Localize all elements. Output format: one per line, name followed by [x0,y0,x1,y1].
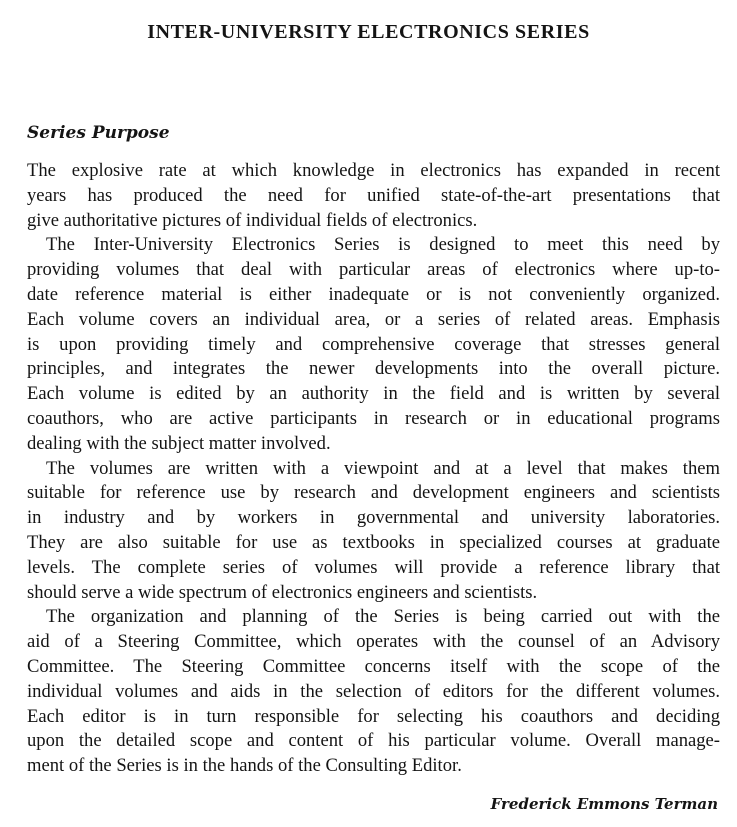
text-line: give authoritative pictures of individual fields of electronics. [27,209,478,231]
text-line: years has produced the need for unified state-of-the-art presentations that [27,184,720,206]
text-line: suitable for reference use by research and development engineers and scientists [27,482,720,504]
text-line: providing volumes that deal with particular areas of electronics where up-to- [27,259,720,281]
text-line: date reference material is either inadequate or is not conveniently organized. [27,283,720,305]
series-title: INTER-UNIVERSITY ELECTRONICS SERIES [147,21,590,43]
section-heading: Series Purpose [27,123,170,143]
text-line: dealing with the subject matter involved. [27,432,331,454]
text-line: principles, and integrates the newer developments into the overall picture. [27,358,720,380]
text-line: The organization and planning of the Series is being carried out with the [46,606,720,628]
text-line: The volumes are written with a viewpoint and at a level that makes them [46,457,720,479]
paragraph [27,159,720,233]
paragraph [27,605,720,779]
text-line: is upon providing timely and comprehensive coverage that stresses general [27,333,720,355]
text-line: should serve a wide spectrum of electronics engineers and scientists. [27,581,538,603]
text-line: The explosive rate at which knowledge in electronics has expanded in recent [27,160,720,181]
text-line: Each volume is edited by an authority in the field and is written by several [27,383,720,405]
text-line: Committee. The Steering Committee concerns itself with the scope of the [27,655,720,677]
text-line: ment of the Series is in the hands of the Consulting Editor. [27,755,462,777]
paragraph [27,233,720,456]
text-line: coauthors, who are active participants in research or in educational programs [27,407,720,429]
text-line: Each editor is in turn responsible for selecting his coauthors and deciding [27,705,720,727]
author-signature: Frederick Emmons Terman [490,795,718,813]
text-line: aid of a Steering Committee, which operates with the counsel of an Advisory [27,631,720,653]
text-line: The Inter-University Electronics Series is designed to meet this need by [46,234,720,256]
text-line: They are also suitable for use as textbooks in specialized courses at graduate [27,531,720,553]
text-line: individual volumes and aids in the selection of editors for the different volumes. [27,680,720,702]
text-line: levels. The complete series of volumes will provide a reference library that [27,556,720,578]
text-line: Each volume covers an individual area, or a series of related areas. Emphasis [27,308,720,330]
text-line: in industry and by workers in governmental and university laboratories. [27,507,720,529]
body-text [27,159,720,779]
paragraph [27,457,720,606]
text-line: upon the detailed scope and content of his particular volume. Overall manage- [27,730,720,752]
